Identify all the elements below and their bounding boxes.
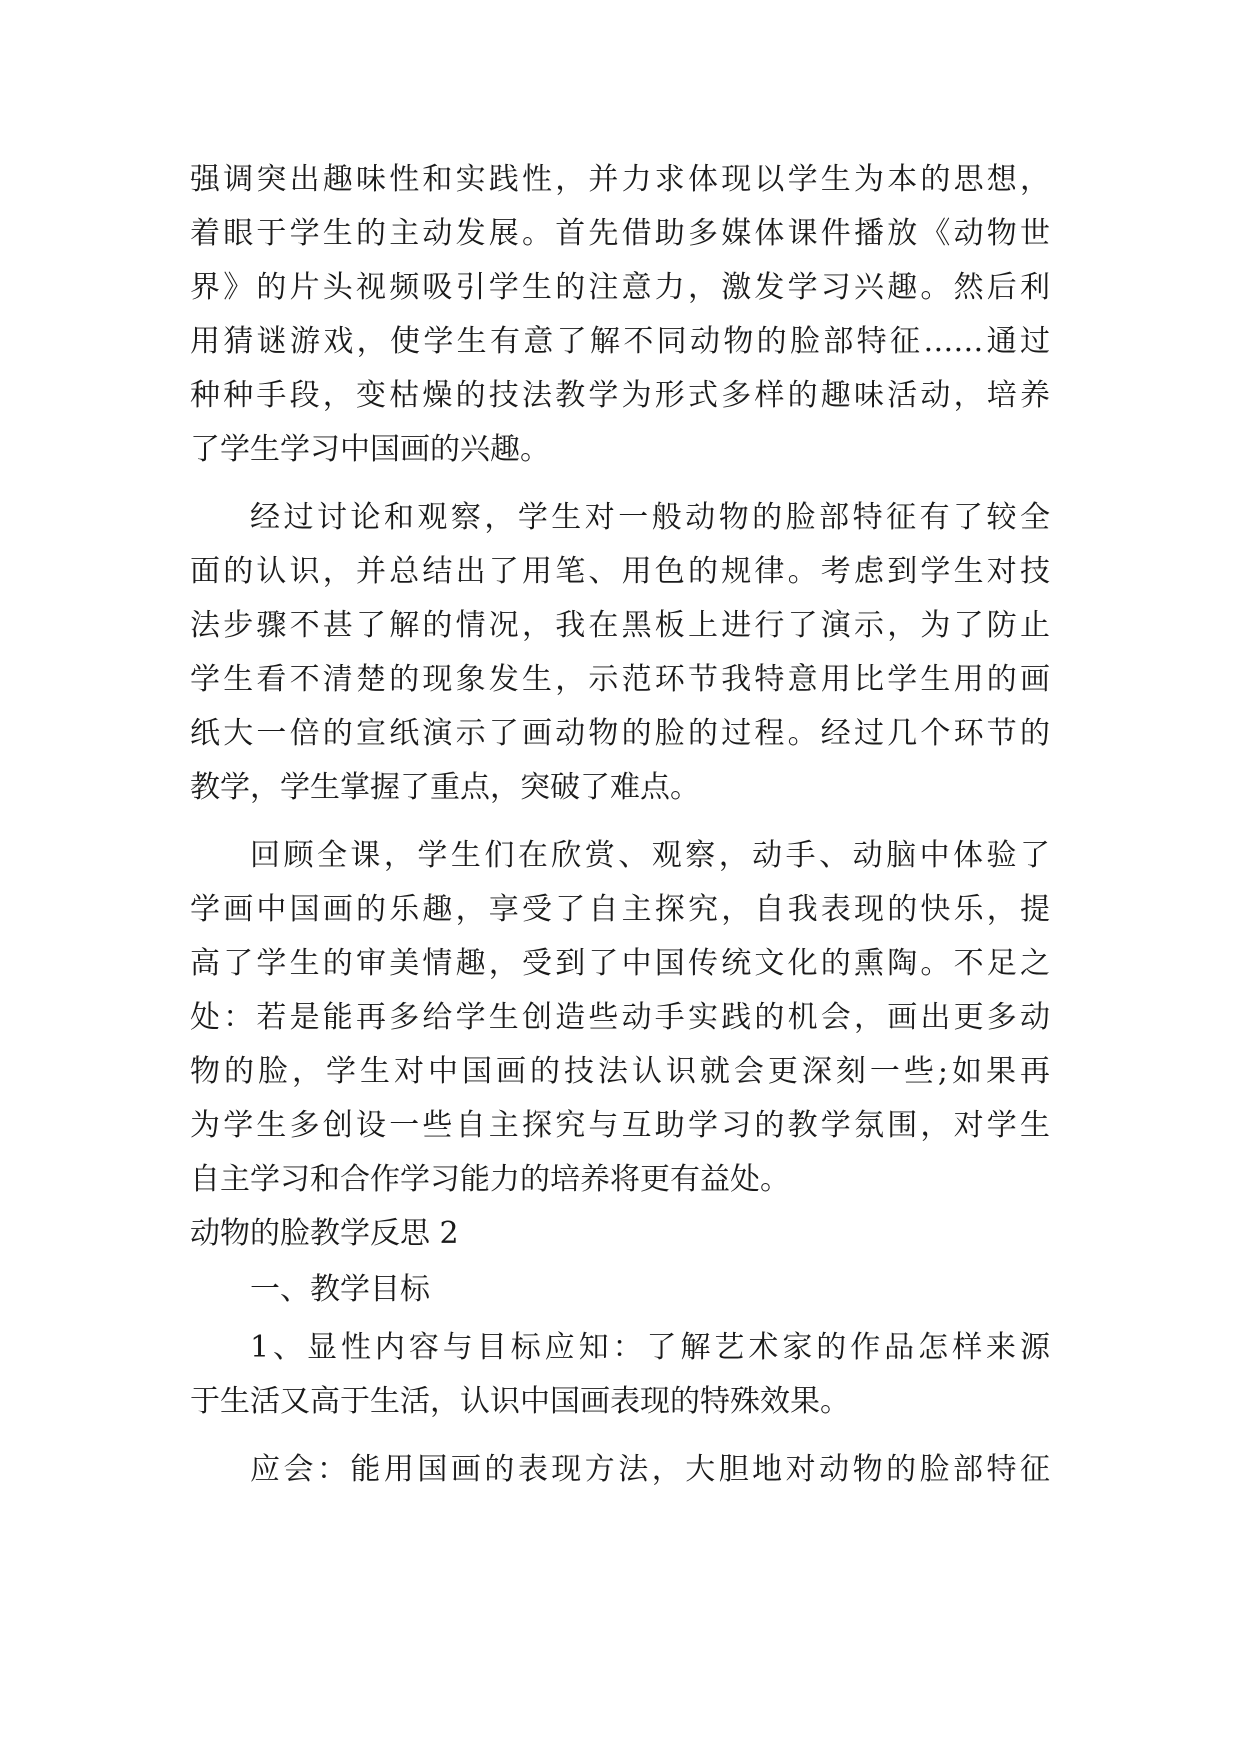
text-line: 纸大一倍的宣纸演示了画动物的脸的过程。经过几个环节的	[190, 716, 1050, 751]
text-line: 用猜谜游戏，使学生有意了解不同动物的脸部特征……通过	[190, 324, 1050, 359]
section-heading: 动物的脸教学反思 2	[190, 1216, 459, 1251]
paragraph-first-line: 回顾全课，学生们在欣赏、观察，动手、动脑中体验了	[250, 838, 1050, 873]
subheading: 一、教学目标	[250, 1272, 430, 1307]
text-line: 强调突出趣味性和实践性，并力求体现以学生为本的思想，	[190, 162, 1050, 197]
text-line: 界》的片头视频吸引学生的注意力，激发学习兴趣。然后利	[190, 270, 1050, 305]
text-line: 教学，学生掌握了重点，突破了难点。	[190, 770, 700, 805]
text-line: 学生看不清楚的现象发生，示范环节我特意用比学生用的画	[190, 662, 1050, 697]
text-line: 高了学生的审美情趣，受到了中国传统文化的熏陶。不足之	[190, 946, 1050, 981]
text-line: 着眼于学生的主动发展。首先借助多媒体课件播放《动物世	[190, 216, 1050, 251]
text-line: 物的脸，学生对中国画的技法认识就会更深刻一些;如果再	[190, 1054, 1050, 1089]
text-line: 法步骤不甚了解的情况，我在黑板上进行了演示，为了防止	[190, 608, 1050, 643]
text-line: 学画中国画的乐趣，享受了自主探究，自我表现的快乐，提	[190, 892, 1050, 927]
paragraph-first-line: 应会：能用国画的表现方法，大胆地对动物的脸部特征	[250, 1452, 1050, 1487]
text-line: 于生活又高于生活，认识中国画表现的特殊效果。	[190, 1384, 850, 1419]
text-line: 自主学习和合作学习能力的培养将更有益处。	[190, 1162, 790, 1197]
text-line: 为学生多创设一些自主探究与互助学习的教学氛围，对学生	[190, 1108, 1050, 1143]
text-line: 种种手段，变枯燥的技法教学为形式多样的趣味活动，培养	[190, 378, 1050, 413]
text-line: 面的认识，并总结出了用笔、用色的规律。考虑到学生对技	[190, 554, 1050, 589]
paragraph-first-line: 1、显性内容与目标应知：了解艺术家的作品怎样来源	[250, 1330, 1050, 1365]
text-line: 了学生学习中国画的兴趣。	[190, 432, 550, 467]
paragraph-first-line: 经过讨论和观察，学生对一般动物的脸部特征有了较全	[250, 500, 1050, 535]
text-line: 处：若是能再多给学生创造些动手实践的机会，画出更多动	[190, 1000, 1050, 1035]
